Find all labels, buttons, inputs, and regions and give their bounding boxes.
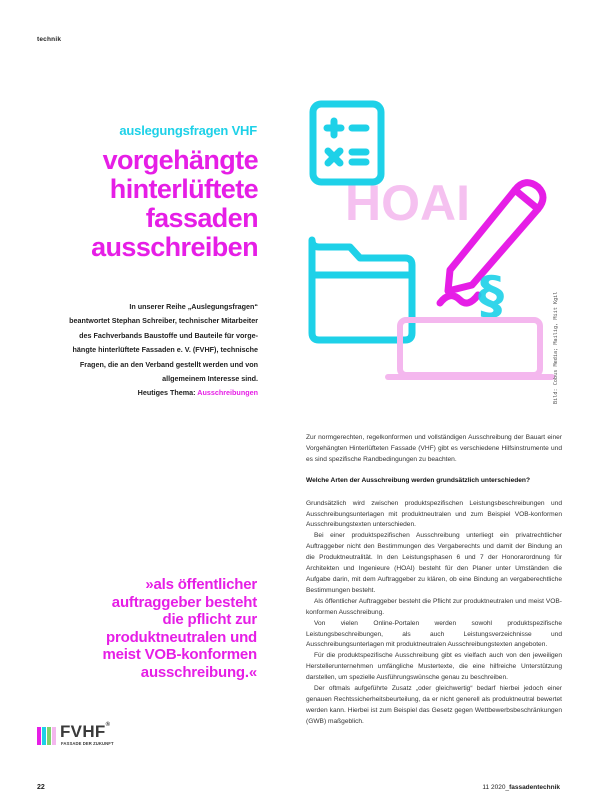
intro-line: beantwortet Stephan Schreiber, technischer Mitarbeiter [69, 316, 258, 326]
folder-icon [312, 240, 412, 340]
title-line: vorgehängte [102, 145, 258, 175]
article-title [18, 146, 258, 262]
article-kicker: auslegungsfragen VHF [119, 123, 257, 138]
body-paragraph: Bei einer produktspezifischen Ausschreibung unterliegt ein privatrechtlicher Auftraggeber nicht den Bestimmungen des Vergaberechts und damit der Bindung an die Produktneutralität. In den Leistungsphasen 6 und 7 der Honorarordnung für Architekten und Ingenieure (HOAI) besteht für den Planer unter Umständen die Aufgabe darin, mit dem Auftraggeber zu klären, ob eine Bindung an vergaberechtliche Bestimmungen besteht. [306, 532, 562, 594]
logo-tagline: FASSADE DER ZUKUNFT [61, 741, 114, 746]
illustration [300, 95, 555, 385]
title-line: ausschreiben [91, 232, 258, 262]
calculator-icon [313, 104, 381, 182]
quote-line: die pflicht zur [162, 611, 257, 629]
issue-number: 11 2020_ [482, 784, 510, 791]
fvhf-logo [37, 723, 137, 749]
intro-topic: Ausschreibungen [197, 388, 258, 398]
title-line: hinterlüftete [109, 174, 258, 204]
quote-line: meist VOB-konformen [102, 646, 257, 664]
intro-line: Fragen, die an den Verband gestellt werden und von [79, 359, 258, 369]
body-paragraph: Grundsätzlich wird zwischen produktspezifischen Leistungsbeschreibungen und Ausschreibungsunterlagen mit produktneutralen und zum Beispiel VOB-konformen Ausschreibungstexten unterschieden. [306, 499, 562, 529]
body-paragraph: Der oftmals aufgeführte Zusatz „oder gleichwertig“ bedarf hierbei jedoch einer genauen Rechtssicherheitsbeurteilung, da er nicht generell als produktneutral bewertet werden kann. Hierbei ist zum Beispiel das Gesetz gegen Wettbewerbsbeschränkungen (GWB) maßgeblich. [306, 685, 562, 725]
intro-line: hängte hinterlüftete Fassaden e. V. (FVHF), technische [72, 345, 258, 355]
quote-line: ausschreibung.« [140, 663, 257, 681]
intro-topic-line [18, 386, 258, 400]
pull-quote [17, 576, 257, 682]
article-intro [18, 300, 258, 401]
lead-paragraph: Zur normgerechten, regelkonformen und vollständigen Ausschreibung der Bauart einer Vorgehängten Hinterlüfteten Fassade (VHF) gibt es verschiedene Hilfsinstrumente und es sind spezifische Randbedingungen zu beachten. [306, 434, 562, 463]
intro-line: In unserer Reihe „Auslegungsfragen“ [129, 302, 258, 311]
intro-topic-label: Heutiges Thema: [137, 388, 198, 398]
photo-credit: Bild: Cobus Media; Mailig, Miit Kgil [553, 291, 559, 404]
quote-line: »als öffentlicher [145, 576, 257, 593]
logo-reg: ® [105, 722, 111, 728]
question-heading: Welche Arten der Ausschreibung werden grundsätzlich unterschieden? [306, 476, 530, 484]
quote-line: produktneutralen und [106, 628, 257, 646]
fvhf-logo-mark [37, 723, 59, 745]
body-paragraph: Von vielen Online-Portalen werden sowohl produktspezifische Leistungsbeschreibungen, als auch Leistungsverzeichnisse und Ausschreibungsunterlagen mit produktneutralen Ausschreibungstexten angeboten. [306, 619, 562, 649]
hoai-text: HOAI [345, 175, 470, 231]
logo-name-text: FVHF [60, 722, 106, 741]
page-number: 22 [37, 784, 45, 791]
logo-name [60, 722, 110, 742]
intro-line: des Fachverbands Baustoffe und Bauteile für vorge- [79, 330, 258, 340]
title-line: fassaden [145, 203, 258, 233]
section-label: technik [37, 36, 62, 43]
body-paragraph: Als öffentlicher Auftraggeber besteht die Pflicht zur produktneutralen und meist VOB-konformen Ausschreibung. [306, 597, 562, 616]
article-body [306, 433, 562, 728]
intro-line: allgemeinem Interesse sind. [162, 374, 258, 384]
footer-issue [482, 784, 560, 791]
body-paragraph: Für die produktspezifische Ausschreibung gibt es vielfach auch von den jeweiligen Herstellerunternehmen umfängliche Mustertexte, die eine hilfreiche Unterstützung darstellen, um spezielle Ausführungswünsche genau zu beschreiben. [306, 652, 562, 682]
paragraph-sign: § [478, 266, 504, 326]
magazine-name: fassadentechnik [509, 784, 560, 791]
quote-line: auftraggeber besteht [111, 593, 257, 611]
